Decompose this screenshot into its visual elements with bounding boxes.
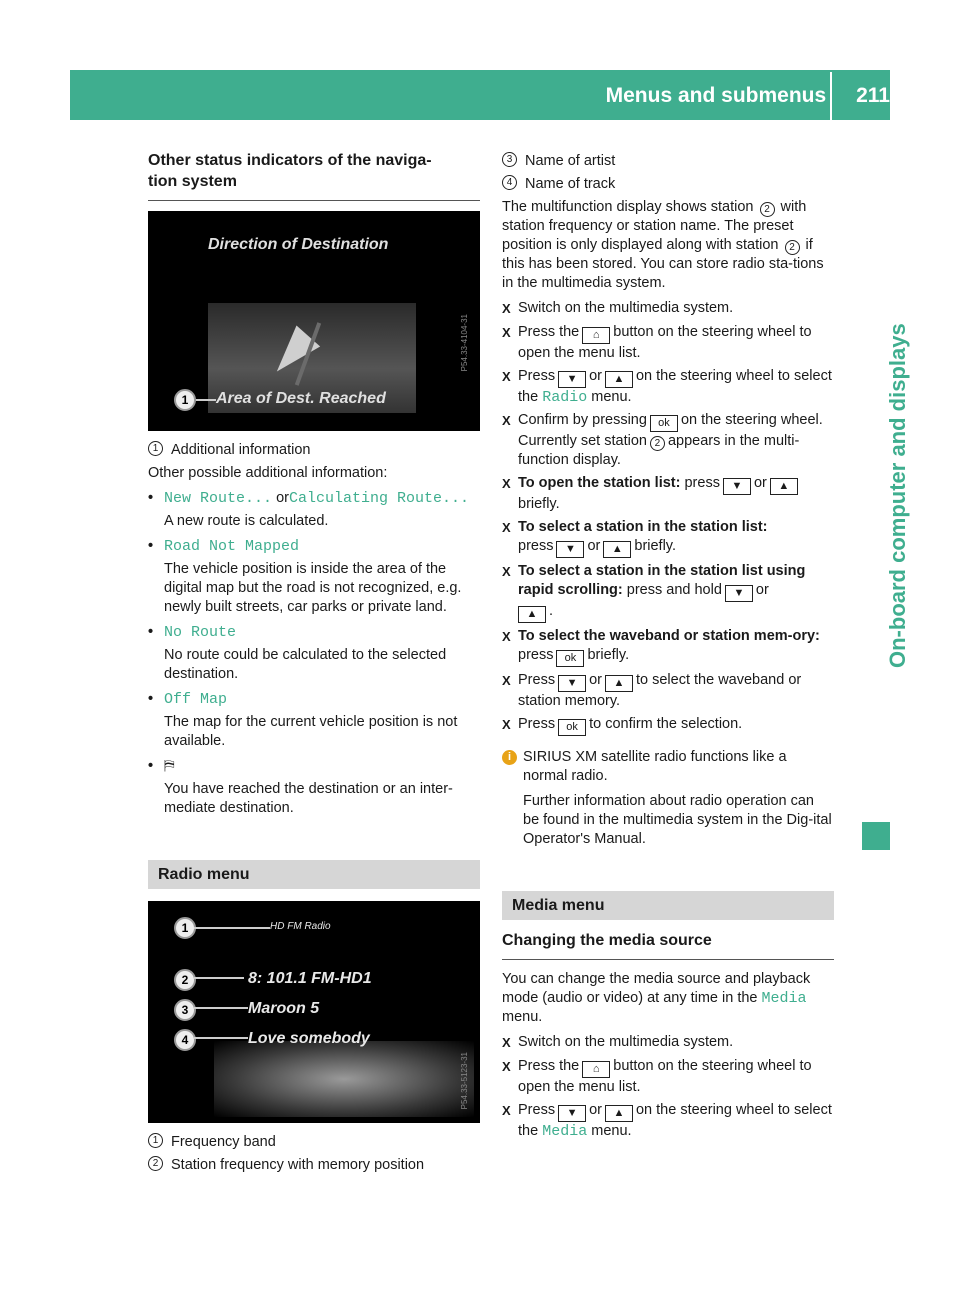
down-key-icon: ▼	[558, 1105, 586, 1122]
legend-item: 2 Station frequency with memory position	[148, 1156, 480, 1175]
callout-line	[194, 1037, 248, 1039]
step-item: X To select a station in the station list: press ▼ or ▲ briefly.	[502, 518, 834, 558]
callout-line	[196, 399, 216, 401]
step-item: X Press ▼ or ▲ on the steering wheel to select the Radio menu.	[502, 368, 832, 406]
nav-screen-image	[148, 211, 480, 431]
legend-item: 4 Name of track	[502, 175, 834, 194]
step-item: X Press the ⌂ button on the steering wheel to open the menu list.	[502, 324, 812, 361]
ok-key-icon: ok	[556, 650, 584, 667]
media-menu-heading: Media menu	[502, 891, 834, 920]
heading-rule	[148, 200, 480, 201]
ok-key-icon: ok	[650, 415, 678, 432]
screen-title: Direction of Destination	[208, 236, 389, 253]
up-key-icon: ▲	[605, 1105, 633, 1122]
body-paragraph: The multifunction display shows station 2 with station frequency or station name. The preset position is only displayed along with station 2 if this has been stored. You can store radio sta-tions in the multimedia system.	[502, 199, 824, 291]
callout-marker: 4	[174, 1029, 196, 1051]
step-item: X Switch on the multimedia system.	[502, 1034, 734, 1050]
media-subheading: Changing the media source	[502, 932, 712, 949]
info-icon: i	[502, 750, 517, 765]
list-item-desc: The map for the current vehicle position is not available.	[164, 714, 458, 749]
left-column	[148, 150, 480, 1179]
up-key-icon: ▲	[603, 541, 631, 558]
list-item: • New Route... orCalculating Route...	[148, 490, 469, 507]
step-item: X Press ▼ or ▲ on the steering wheel to select the Media menu.	[502, 1102, 832, 1140]
step-item: X Switch on the multimedia system.	[502, 300, 734, 316]
screen-reached-text: Area of Dest. Reached	[216, 390, 386, 407]
legend-item: 1 Additional information	[148, 441, 480, 460]
list-item: • ⛿	[148, 758, 175, 774]
up-key-icon: ▲	[518, 606, 546, 623]
nav-status-heading: Other status indicators of the naviga- tion system	[148, 152, 432, 190]
list-item-desc: A new route is calculated.	[164, 513, 329, 529]
list-item: • Off Map	[148, 691, 228, 708]
callout-line	[194, 927, 270, 929]
callout-marker: 1	[174, 389, 196, 411]
ok-key-icon: ok	[558, 719, 586, 736]
list-item-desc: You have reached the destination or an inter-mediate destination.	[164, 781, 453, 816]
step-item: X Confirm by pressing ok on the steering wheel. Currently set station 2 appears in the multi-function display.	[502, 412, 823, 468]
legend-item: 3 Name of artist	[502, 152, 834, 171]
down-key-icon: ▼	[556, 541, 584, 558]
radio-menu-heading: Radio menu	[148, 860, 480, 889]
legend-item: 1 Frequency band	[148, 1133, 480, 1152]
intro-text: Other possible additional information:	[148, 465, 388, 481]
home-icon: ⌂	[582, 1061, 610, 1078]
callout-marker: 3	[174, 999, 196, 1021]
info-note: i SIRIUS XM satellite radio functions like a normal radio. Further information about radio operation can be found in the multimedia system in the Dig-ital Operator's Manual.	[502, 748, 834, 855]
destination-flag-icon: ⛿	[164, 758, 175, 774]
screen-glow	[214, 1041, 474, 1117]
radio-screen-image: 1 HD FM Radio 2 8: 101.1 FM-HD1 3 Maroon 5 4 Love somebody P54.33-5123-31	[148, 901, 480, 1123]
up-key-icon: ▲	[605, 371, 633, 388]
callout-marker: 2	[174, 969, 196, 991]
step-item: X To select a station in the station list using rapid scrolling: press and hold ▼ or ▲ .	[502, 562, 834, 623]
step-item: X Press ok to confirm the selection.	[502, 715, 834, 736]
running-header	[590, 86, 890, 105]
step-item: X Press ▼ or ▲ to select the waveband or station memory.	[502, 672, 802, 709]
list-item-desc: No route could be calculated to the selected destination.	[164, 647, 447, 682]
down-key-icon: ▼	[723, 478, 751, 495]
list-item: • Road Not Mapped	[148, 538, 300, 555]
up-key-icon: ▲	[605, 675, 633, 692]
up-key-icon: ▲	[770, 478, 798, 495]
right-column	[502, 152, 834, 1145]
step-item: X To open the station list: press ▼ or ▲ briefly.	[502, 474, 834, 514]
side-chapter-label: On-board computer and displays	[885, 323, 910, 668]
heading-rule	[502, 959, 834, 960]
step-item: X Press the ⌂ button on the steering wheel to open the menu list.	[502, 1058, 812, 1095]
section-title: Menus and submenus	[605, 84, 827, 107]
image-code: P54.33-4104-31	[460, 313, 469, 371]
callout-line	[194, 1007, 248, 1009]
home-icon: ⌂	[582, 327, 610, 344]
down-key-icon: ▼	[558, 675, 586, 692]
side-tab-marker	[862, 822, 890, 850]
header-divider	[830, 72, 832, 120]
callout-line	[194, 977, 244, 979]
down-key-icon: ▼	[725, 585, 753, 602]
step-item: X To select the waveband or station mem-ory: press ok briefly.	[502, 627, 834, 667]
image-code: P54.33-5123-31	[460, 1051, 469, 1109]
list-item-desc: The vehicle position is inside the area of the digital map but the road is not recognized, e.g. newly built streets, car parks or private land.	[164, 561, 462, 615]
page-number: 211	[856, 84, 890, 107]
list-item: • No Route	[148, 624, 237, 641]
body-paragraph: You can change the media source and playback mode (audio or video) at any time in the Media menu.	[502, 971, 811, 1025]
down-key-icon: ▼	[558, 371, 586, 388]
callout-marker: 1	[174, 917, 196, 939]
